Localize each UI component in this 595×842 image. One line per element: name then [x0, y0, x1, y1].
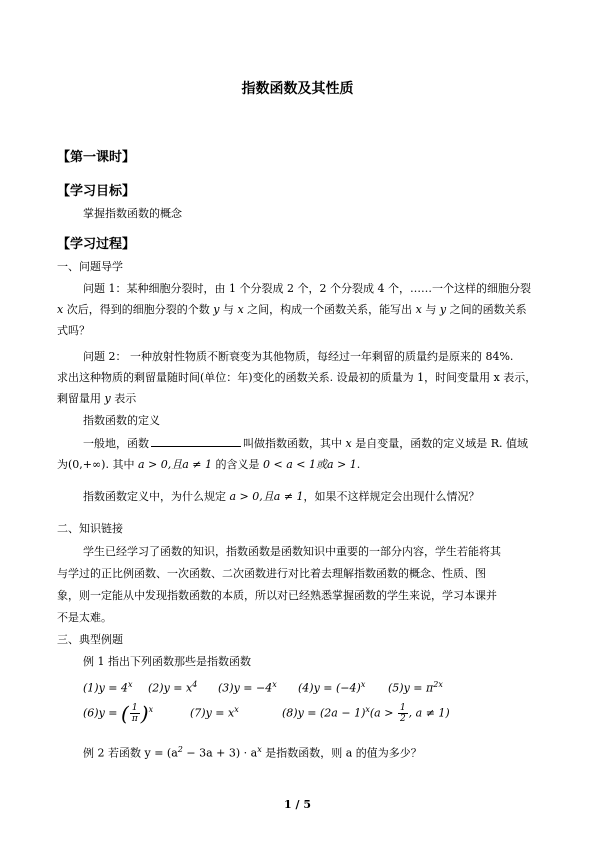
q2-line2: 求出这种物质的剩留量随时间(单位：年)变化的函数关系. 设最初的质量为 1，时间变量用 x 表示，	[57, 371, 537, 384]
definition-question: 指数函数定义中，为什么规定 a > 0,且a ≠ 1，如果不这样规定会出现什么情况？	[83, 490, 480, 503]
example2-text: 例 2 若函数 $y = (a^2 - 3a + 3) \cdot a^x$ 是指数函数，则 a 的值为多少？	[83, 745, 422, 760]
function-4: $(4)y = (-4)^x$	[298, 680, 366, 695]
section2-line1: 学生已经学习了函数的知识，指数函数是函数知识中重要的一部分内容，学生若能将其	[83, 545, 501, 558]
function-6: (6)y = ( $\frac{1}{\pi}$ )$^x$	[83, 701, 154, 726]
definition-line2: 为(0,+∞). 其中 a > 0,且a ≠ 1 的含义是 0 < a < 1或a > 1.	[57, 458, 361, 471]
section2-line4: 不是太难。	[57, 611, 112, 624]
example1-text: 例 1 指出下列函数那些是指数函数	[83, 655, 251, 668]
q1-var-x: x	[57, 303, 64, 316]
section3-heading: 三、典型例题	[57, 633, 123, 646]
fill-in-blank[interactable]	[151, 436, 241, 447]
page-title: 指数函数及其性质	[241, 81, 354, 97]
function-1: $(1)y = 4^x$	[83, 680, 133, 695]
section2-line2: 与学过的正比例函数、一次函数、二次函数进行对比着去理解指数函数的概念、性质、图	[57, 567, 486, 580]
function-3: $(3)y = -4^x$	[218, 680, 277, 695]
definition-title: 指数函数的定义	[83, 414, 160, 427]
page-number: 1 / 5	[284, 798, 311, 811]
function-7: $(7)y = x^x$	[190, 705, 239, 720]
section2-line3: 象，则一定能从中发现指数函数的本质，所以对已经熟悉掌握函数的学生来说，学习本课并	[57, 589, 497, 602]
q1-line1: 问题 1：某种细胞分裂时，由 1 个分裂成 2 个，2 个分裂成 4 个，……一个这样的细胞分裂	[83, 282, 531, 295]
q2-line3: 剩留量用 y 表示	[57, 392, 137, 405]
section1-heading: 一、问题导学	[57, 260, 123, 273]
function-2: $(2)y = x^4$	[148, 680, 198, 695]
section2-heading: 二、知识链接	[57, 522, 123, 535]
heading-lesson: 【第一课时】	[57, 150, 136, 165]
function-8: $(8)y = (2a - 1)^x(a$ > $\frac{1}{2}$ , a ≠ 1)	[282, 703, 450, 725]
heading-process: 【学习过程】	[57, 237, 136, 252]
goal-text: 掌握指数函数的概念	[83, 207, 182, 220]
q2-line1: 问题 2： 一种放射性物质不断衰变为其他物质，每经过一年剩留的质量约是原来的 84%.	[83, 350, 514, 363]
heading-goal: 【学习目标】	[57, 184, 136, 199]
function-5: $(5)y = \pi^{2x}$	[388, 680, 443, 695]
q1-line3: 式吗？	[57, 324, 90, 337]
q1-line2: x 次后，得到的细胞分裂的个数 y 与 x 之间，构成一个函数关系，能写出 x 与 y 之间的函数关系	[57, 303, 527, 316]
definition-line1: 一般地，函数 叫做指数函数，其中 x 是自变量，函数的定义域是 R. 值域	[83, 437, 528, 450]
